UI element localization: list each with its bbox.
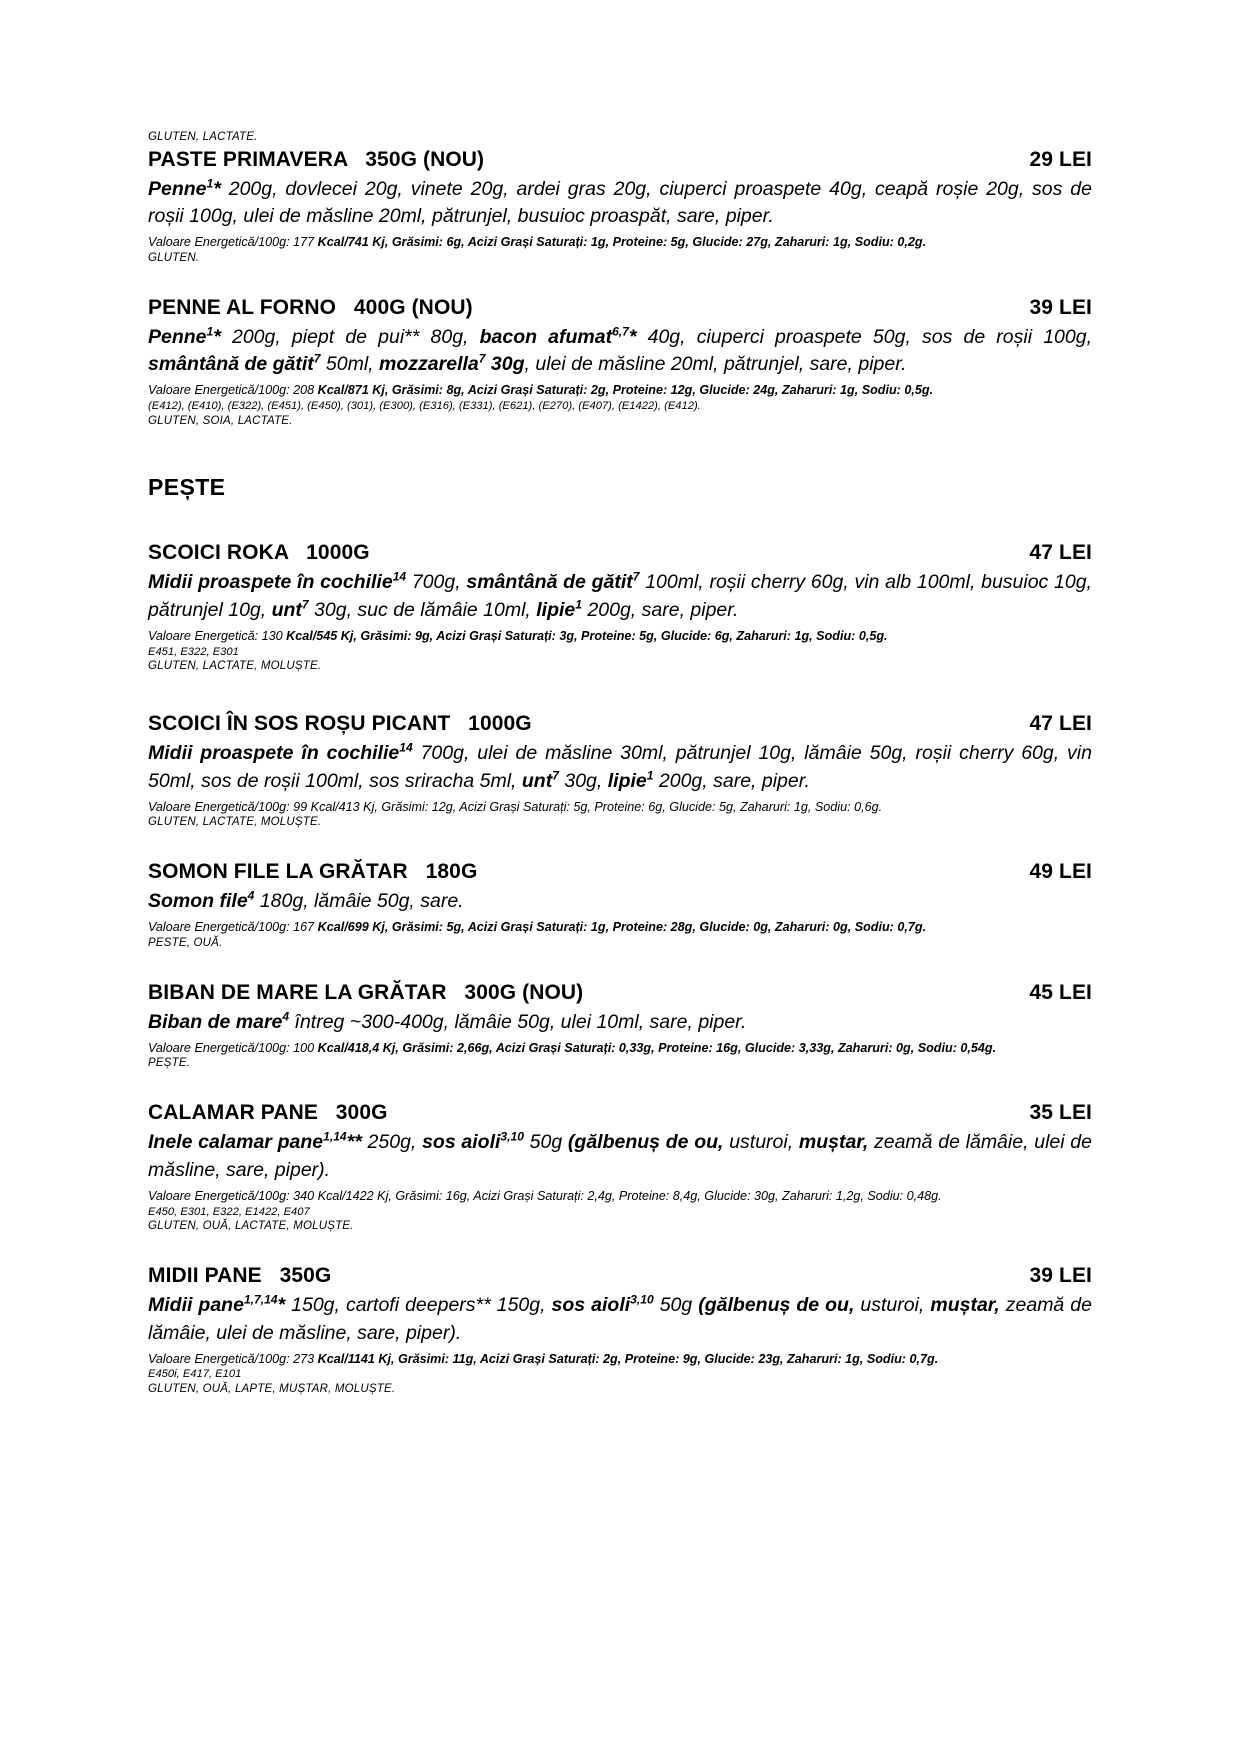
menu-item-price: 35 LEI (1029, 1101, 1092, 1125)
menu-item (148, 296, 1092, 429)
menu-item-nutrition: Valoare Energetică/100g: 100 Kcal/418,4 Kj, Grăsimi: 2,66g, Acizi Grași Saturați: 0,33g, Proteine: 16g, Glucide: 3,33g, Zaharuri: 0g, Sodiu: 0,54g. (148, 1040, 997, 1055)
menu-item-ecodes: (E412), (E410), (E322), (E451), (E450), (301), (E300), (E316), (E331), (E621), (E270), (E407), (E1422), (E412). (148, 399, 701, 412)
menu-item-ecodes: E451, E322, E301 (148, 645, 239, 658)
menu-item-header (148, 981, 1092, 1005)
menu-item-header (148, 541, 1092, 565)
menu-item-allergens: GLUTEN. (148, 251, 200, 264)
menu-item-name: PASTE PRIMAVERA 350G (NOU) (148, 147, 485, 171)
menu-item (148, 712, 1092, 830)
menu-item-nutrition: Valoare Energetică: 130 Kcal/545 Kj, Grăsimi: 9g, Acizi Grași Saturați: 3g, Proteine: 5g, Glucide: 6g, Zaharuri: 1g, Sodiu: 0,5g. (148, 628, 888, 643)
menu-item-name: MIDII PANE 350G (148, 1264, 332, 1288)
spacer (148, 834, 1092, 860)
menu-item-name: BIBAN DE MARE LA GRĂTAR 300G (NOU) (148, 980, 584, 1004)
menu-item-description: Midii proaspete în cochilie$^{14}$ 700g, smântână de gătit$^7$ 100ml, roșii cherry 60g, vin alb 100ml, busuioc 10g, pătrunjel 10g, unt$^7$ 30g, suc de lămâie 10ml, lipie$^1$ 200g, sare, piper. (148, 569, 1092, 622)
menu-item-name: SCOICI ÎN SOS ROȘU PICANT 1000G (148, 712, 532, 736)
menu-item (148, 860, 1092, 951)
menu-item (148, 148, 1092, 266)
menu-item-price: 45 LEI (1029, 980, 1092, 1004)
menu-item-allergens: PESTE, OUĂ. (148, 936, 223, 949)
menu-item-description: Penne$^1$* 200g, dovlecei 20g, vinete 20g, ardei gras 20g, ciuperci proaspete 40g, ceapă roșie 20g, sos de roșii 100g, ulei de măsline 20ml, pătrunjel, busuioc proaspăt, sare, piper. (148, 176, 1092, 228)
menu-item-nutrition: Valoare Energetică/100g: 273 Kcal/1141 Kj, Grăsimi: 11g, Acizi Grași Saturați: 2g, Proteine: 9g, Glucide: 23g, Zaharuri: 1g, Sodiu: 0,7g. (148, 1351, 939, 1366)
menu-item-nutrition: Valoare Energetică/100g: 208 Kcal/871 Kj, Grăsimi: 8g, Acizi Grași Saturați: 2g, Proteine: 12g, Glucide: 24g, Zaharuri: 1g, Sodiu: 0,5g. (148, 383, 934, 398)
spacer (148, 678, 1092, 712)
spacer (148, 1075, 1092, 1101)
menu-item-price: 49 LEI (1029, 860, 1092, 884)
menu-item-price: 47 LEI (1029, 541, 1092, 565)
spacer (148, 955, 1092, 981)
menu-item-allergens: GLUTEN, SOIA, LACTATE. (148, 414, 293, 427)
menu-item-name: SCOICI ROKA 1000G (148, 541, 370, 565)
menu-item-allergens: PEȘTE. (148, 1057, 191, 1070)
menu-item-name: CALAMAR PANE 300G (148, 1101, 388, 1125)
menu-item-description: Inele calamar pane$^{1,14}$** 250g, sos aioli$^{3,10}$ 50g (gălbenuș de ou, usturoi, muștar, zeamă de lămâie, ulei de măsline, sare, piper). (148, 1129, 1092, 1182)
menu-item-description: Biban de mare$^4$ întreg ~300-400g, lămâie 50g, ulei 10ml, sare, piper. (148, 1009, 747, 1033)
menu-item-description: Penne$^1$* 200g, piept de pui** 80g, bacon afumat$^{6,7}$* 40g, ciuperci proaspete 50g, sos de roșii 100g, smântână de gătit$^7$ 50ml, mozzarella$^7$ 30g, ulei de măsline 20ml, pătrunjel, sare, piper. (148, 324, 1092, 376)
menu-item-description: Somon file$^4$ 180g, lămâie 50g, sare. (148, 888, 464, 913)
menu-item-nutrition: Valoare Energetică/100g: 99 Kcal/413 Kj, Grăsimi: 12g, Acizi Grași Saturați: 5g, Proteine: 6g, Glucide: 5g, Zaharuri: 1g, Sodiu: 0,6g. (148, 799, 883, 814)
menu-item-price: 39 LEI (1029, 1264, 1092, 1288)
menu-item-nutrition: Valoare Energetică/100g: 177 Kcal/741 Kj, Grăsimi: 6g, Acizi Grași Saturați: 1g, Proteine: 5g, Glucide: 27g, Zaharuri: 1g, Sodiu: 0,2g. (148, 234, 927, 249)
menu-item-allergens: GLUTEN, LACTATE, MOLUȘTE. (148, 816, 322, 829)
menu-item-allergens: GLUTEN, LACTATE, MOLUȘTE. (148, 660, 322, 673)
menu-item-price: 47 LEI (1029, 712, 1092, 736)
spacer (148, 270, 1092, 296)
menu-item (148, 1264, 1092, 1397)
menu-item-header (148, 148, 1092, 172)
section-title-peste: PEȘTE (148, 474, 226, 501)
menu-item-ecodes: E450i, E417, E101 (148, 1368, 242, 1381)
menu-item-price: 39 LEI (1029, 295, 1092, 319)
spacer (148, 1238, 1092, 1264)
menu-item-name: SOMON FILE LA GRĂTAR 180G (148, 860, 478, 884)
menu-item-ecodes: E450, E301, E322, E1422, E407 (148, 1205, 310, 1218)
menu-item-name: PENNE AL FORNO 400G (NOU) (148, 295, 473, 319)
menu-item (148, 1101, 1092, 1234)
menu-item-allergens: GLUTEN, OUĂ, LAPTE, MUȘTAR, MOLUȘTE. (148, 1382, 396, 1395)
menu-item-header (148, 712, 1092, 736)
menu-item-description: Midii proaspete în cochilie$^{14}$ 700g, ulei de măsline 30ml, pătrunjel 10g, lămâie 50g, roșii cherry 60g, vin 50ml, sos de roșii 100ml, sos sriracha 5ml, unt$^7$ 30g, lipie$^1$ 200g, sare, piper. (148, 740, 1092, 792)
menu-item-description: Midii pane$^{1,7,14}$* 150g, cartofi deepers** 150g, sos aioli$^{3,10}$ 50g (gălbenuș de ou, usturoi, muștar, zeamă de lămâie, ulei de măsline, sare, piper). (148, 1292, 1092, 1344)
menu-item-nutrition: Valoare Energetică/100g: 167 Kcal/699 Kj, Grăsimi: 5g, Acizi Grași Saturați: 1g, Proteine: 28g, Glucide: 0g, Zaharuri: 0g, Sodiu: 0,7g. (148, 920, 927, 935)
menu-item-price: 29 LEI (1029, 147, 1092, 171)
menu-item (148, 981, 1092, 1072)
menu-item-header (148, 1264, 1092, 1288)
menu-item-nutrition: Valoare Energetică/100g: 340 Kcal/1422 Kj, Grăsimi: 16g, Acizi Grași Saturați: 2,4g, Proteine: 8,4g, Glucide: 30g, Zaharuri: 1,2g, Sodiu: 0,48g. (148, 1188, 942, 1203)
top-allergen-note: GLUTEN, LACTATE. (148, 131, 258, 143)
menu-item (148, 541, 1092, 674)
menu-item-allergens: GLUTEN, OUĂ, LACTATE, MOLUȘTE. (148, 1220, 354, 1233)
menu-item-header (148, 296, 1092, 320)
menu-item-header (148, 860, 1092, 884)
menu-item-header (148, 1101, 1092, 1125)
